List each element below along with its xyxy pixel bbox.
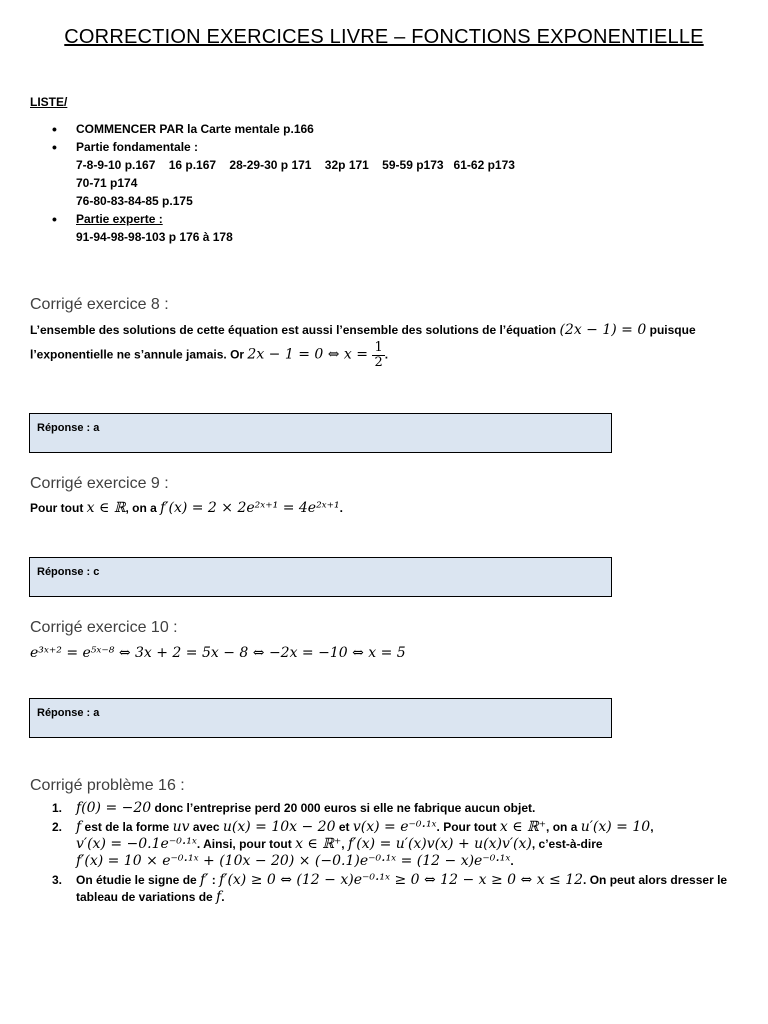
- answer-text: Réponse : a: [37, 707, 100, 719]
- text: l’exponentielle ne s’annule jamais. Or: [30, 347, 248, 362]
- list-item-label: Partie experte :: [76, 212, 163, 226]
- list-item: [52, 120, 515, 138]
- text: .: [384, 347, 389, 362]
- text: puisque: [646, 323, 696, 337]
- math: f′: [200, 872, 209, 888]
- page-title: CORRECTION EXERCICES LIVRE – FONCTIONS EXPONENTIELLE: [64, 26, 704, 48]
- list-item: [52, 138, 515, 210]
- liste-label: LISTE/: [30, 95, 68, 109]
- list-item: [52, 800, 752, 817]
- list-item: [52, 872, 752, 906]
- text: , on a: [546, 820, 581, 834]
- math: e³ˣ⁺² = e⁵ˣ⁻⁸ ⇔ 3x + 2 = 5x − 8 ⇔ −2x = −10 ⇔ x = 5: [30, 645, 406, 661]
- math: (2x − 1) = 0: [559, 322, 647, 338]
- problem-16-list: [52, 800, 752, 908]
- fraction-denominator: 2: [374, 355, 383, 370]
- answer-box-ex8: [29, 413, 612, 453]
- text: .: [510, 854, 514, 868]
- section-heading-ex10: Corrigé exercice 10 :: [30, 619, 178, 636]
- answer-text: Réponse : c: [37, 566, 100, 578]
- text: et: [335, 820, 353, 834]
- math: f′(x) = 2 × 2e²ˣ⁺¹ = 4e²ˣ⁺¹: [160, 500, 340, 516]
- text: est de la forme: [81, 820, 173, 834]
- ex8-line1: [30, 322, 696, 338]
- math: 2x − 1 = 0 ⇔ x =: [247, 346, 373, 363]
- list-item: [52, 819, 752, 870]
- math: f(0) = −20: [76, 800, 152, 816]
- text: . Pour tout: [436, 820, 500, 834]
- exercise-list: [52, 120, 515, 246]
- list-item-label: Partie fondamentale :: [76, 140, 199, 154]
- list-item-line: 70-71 p174: [76, 176, 138, 190]
- math: f: [76, 819, 82, 835]
- text: tableau de variations de: [76, 890, 217, 904]
- ex9-line: [30, 500, 343, 516]
- text: .: [339, 501, 344, 515]
- math: x ∈ ℝ⁺: [499, 819, 547, 835]
- item-number: 2.: [52, 820, 63, 834]
- text: :: [208, 873, 220, 887]
- text: On étudie le signe de: [76, 873, 201, 887]
- math: u(x) = 10x − 20: [222, 819, 336, 835]
- math: v′(x) = −0.1e⁻⁰·¹ˣ: [76, 836, 197, 852]
- text: L’ensemble des solutions de cette équation est aussi l’ensemble des solutions de l’équation: [30, 323, 560, 337]
- text: Pour tout: [30, 501, 87, 515]
- text: ,: [341, 837, 348, 851]
- math: x ∈ ℝ: [86, 500, 126, 516]
- item-number: 1.: [52, 801, 63, 815]
- list-item-line: 7-8-9-10 p.167 16 p.167 28-29-30 p 171 32p 171 59-59 p173 61-62 p173: [76, 158, 515, 172]
- math: f′(x) = u′(x)v(x) + u(x)v′(x): [347, 836, 532, 852]
- math: x ∈ ℝ⁺: [295, 836, 342, 852]
- fraction: [372, 341, 384, 370]
- item-number: 3.: [52, 873, 63, 887]
- section-heading-ex9: Corrigé exercice 9 :: [30, 475, 169, 492]
- text: .: [221, 890, 225, 904]
- fraction-numerator: 1: [374, 340, 383, 355]
- text: avec: [189, 820, 223, 834]
- text: . On peut alors dresser le: [583, 873, 728, 887]
- math: uv: [172, 819, 190, 835]
- list-item-line: 91-94-98-98-103 p 176 à 178: [76, 230, 233, 244]
- math: v(x) = e⁻⁰·¹ˣ: [352, 819, 437, 835]
- ex8-line2: [30, 341, 388, 370]
- list-item-line: 76-80-83-84-85 p.175: [76, 194, 193, 208]
- math: u′(x) = 10: [580, 819, 651, 835]
- section-heading-pb16: Corrigé problème 16 :: [30, 777, 185, 794]
- answer-text: Réponse : a: [37, 422, 100, 434]
- text: ,: [650, 820, 654, 834]
- section-heading-ex8: Corrigé exercice 8 :: [30, 296, 169, 313]
- answer-box-ex10: [29, 698, 612, 738]
- text: , on a: [125, 501, 161, 515]
- text: donc l’entreprise perd 20 000 euros si elle ne fabrique aucun objet.: [151, 801, 536, 815]
- ex10-line: [30, 645, 406, 661]
- list-item-text: COMMENCER PAR la Carte mentale p.166: [76, 122, 314, 136]
- text: . Ainsi, pour tout: [196, 837, 296, 851]
- list-item: [52, 210, 515, 246]
- text: , c’est-à-dire: [531, 837, 603, 851]
- math: f′(x) = 10 × e⁻⁰·¹ˣ + (10x − 20) × (−0.1)e⁻⁰·¹ˣ = (12 − x)e⁻⁰·¹ˣ: [76, 853, 511, 869]
- math: f: [216, 889, 222, 905]
- math: f′(x) ≥ 0 ⇔ (12 − x)e⁻⁰·¹ˣ ≥ 0 ⇔ 12 − x ≥ 0 ⇔ x ≤ 12: [219, 872, 584, 888]
- answer-box-ex9: [29, 557, 612, 597]
